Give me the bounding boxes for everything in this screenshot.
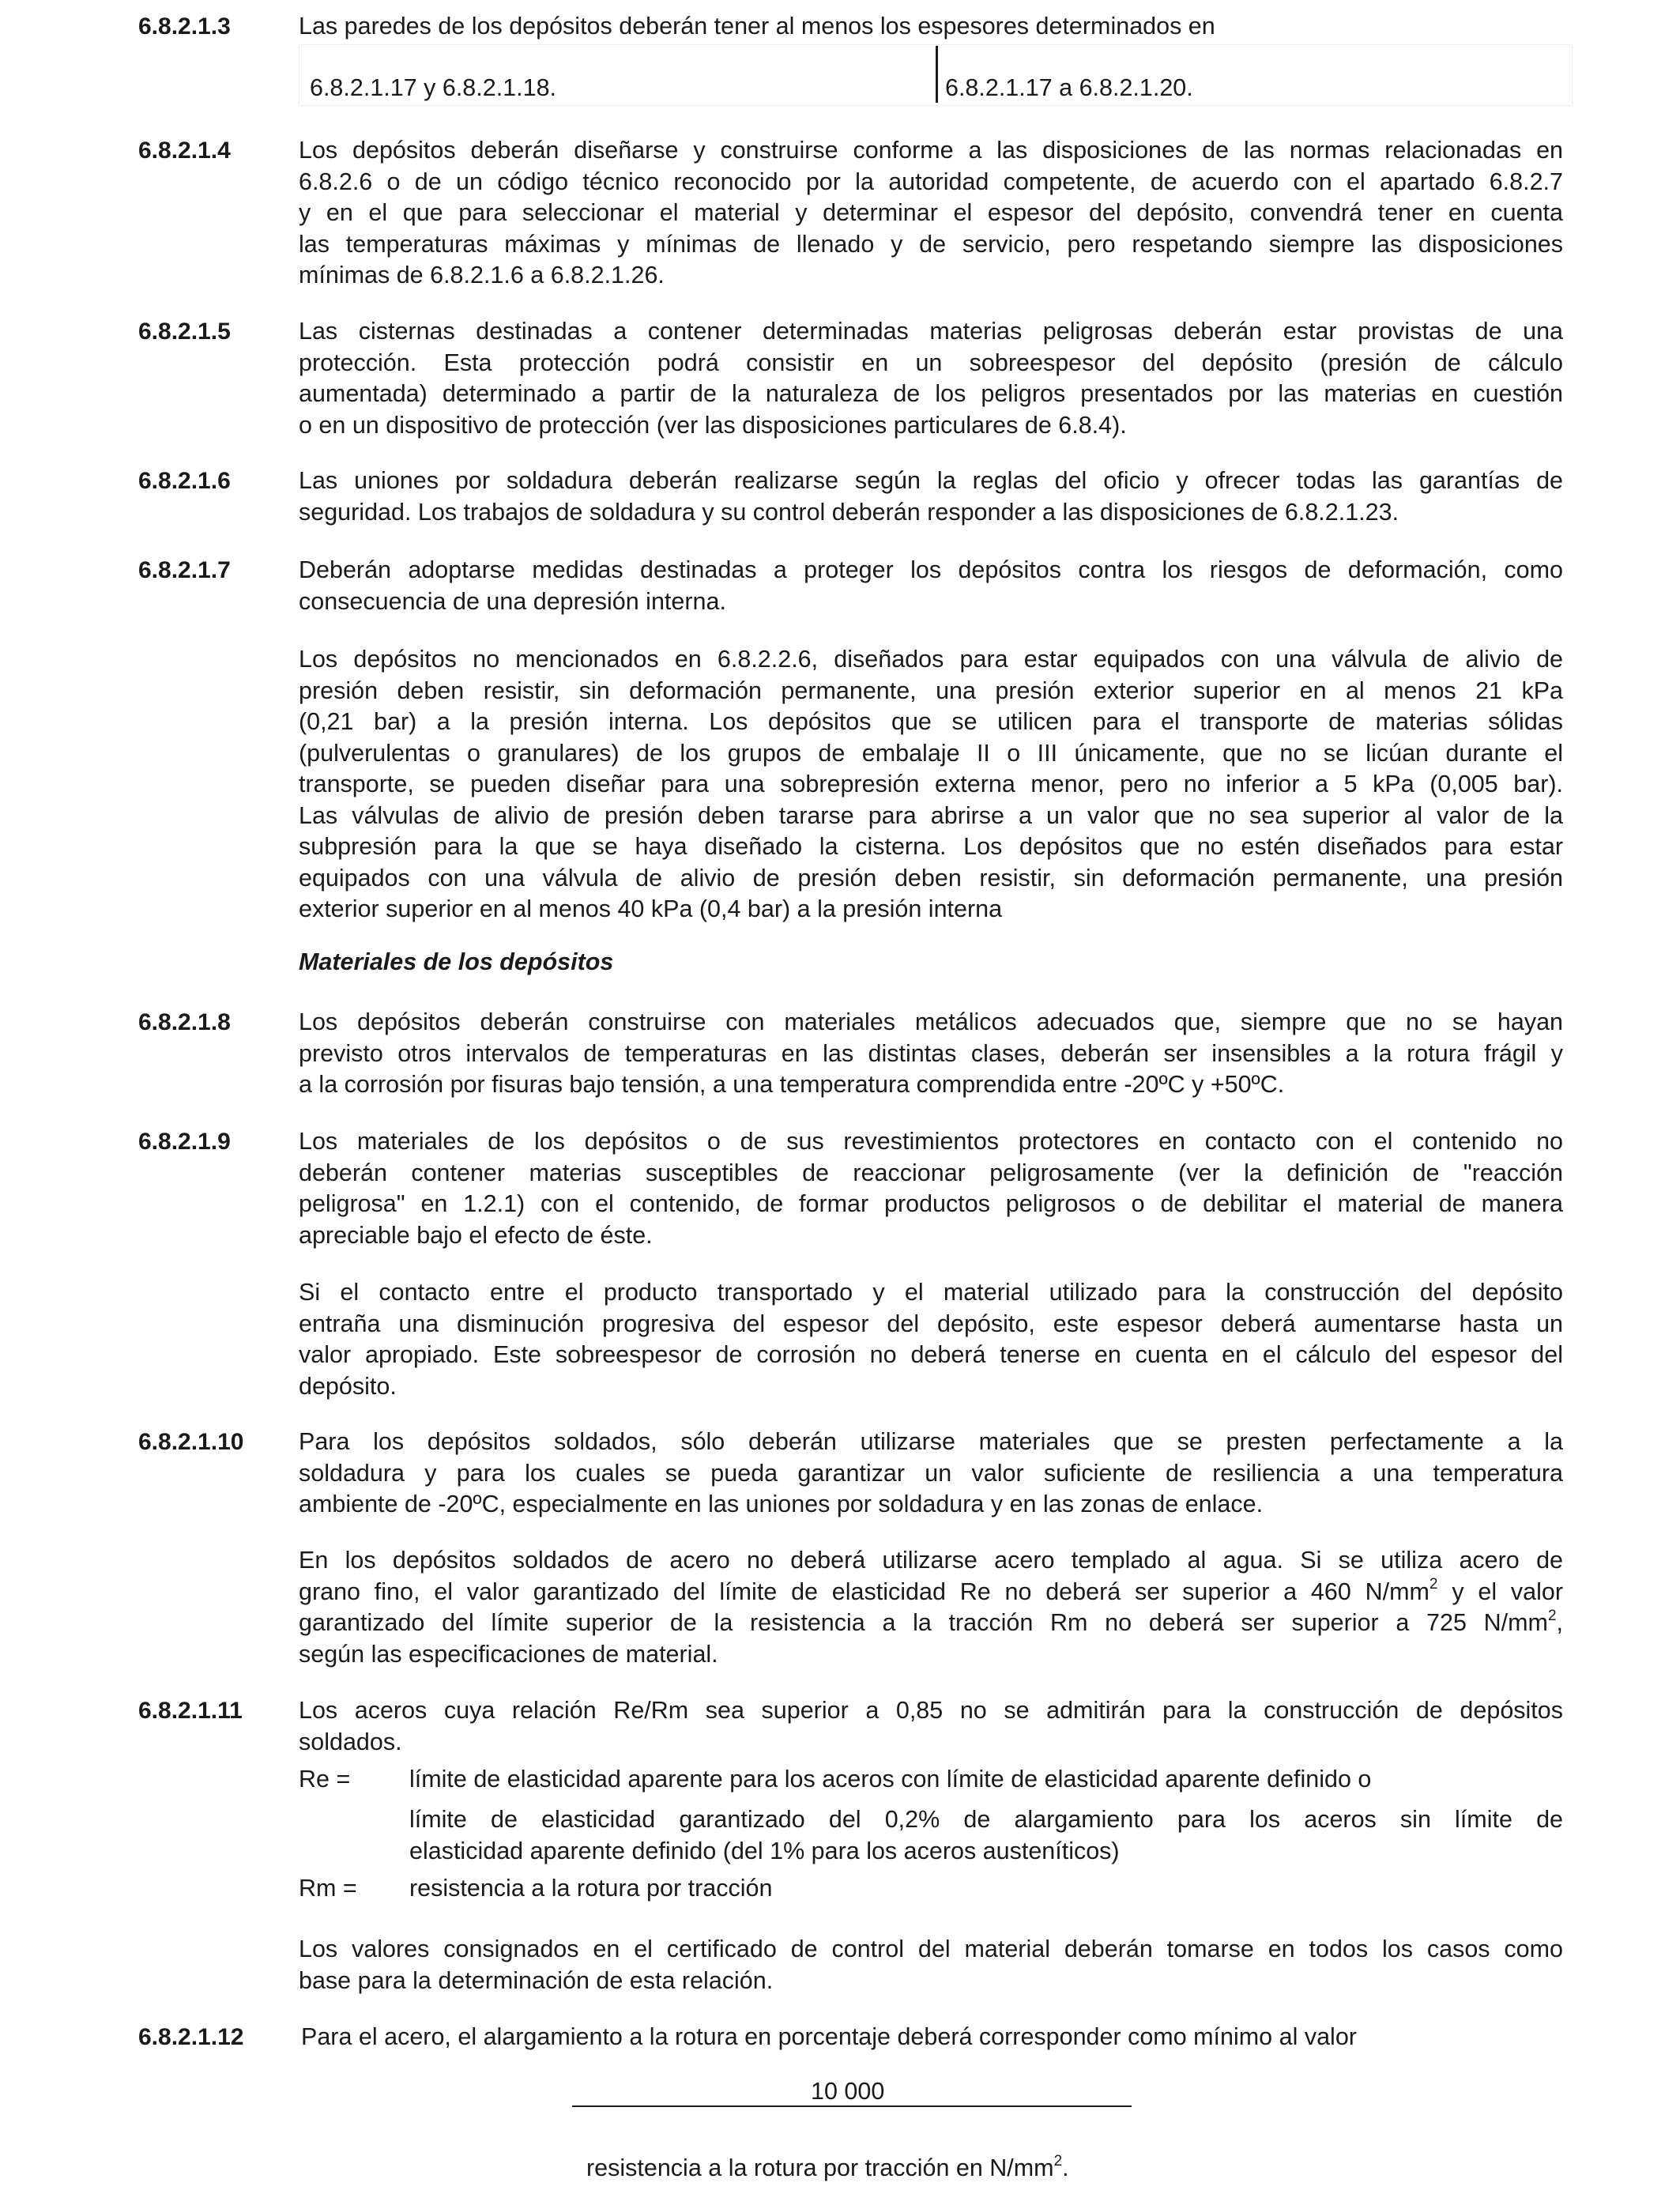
- text-line: 6.8.2.6 o de un código técnico reconocido por la autoridad competente, de acuerdo con el apartado 6.8.2.7: [299, 168, 1563, 195]
- table-column-divider: [936, 46, 938, 103]
- text-fragment: .: [1062, 2154, 1069, 2181]
- text-line: ambiente de -20ºC, especialmente en las uniones por soldadura y en las zonas de enlace.: [299, 1491, 1264, 1517]
- text-fragment: garantizado del límite superior de la resistencia a la tracción Rm no deberá ser superior a 725 N/mm: [299, 1609, 1548, 1636]
- fraction-numerator: 10 000: [811, 2078, 885, 2105]
- section-number: 6.8.2.1.10: [138, 1429, 244, 1455]
- table-cell-right: 6.8.2.1.17 a 6.8.2.1.20.: [945, 74, 1193, 101]
- section-text: [299, 316, 1563, 441]
- superscript: 2: [1429, 1576, 1438, 1593]
- text-line: Los depósitos no mencionados en 6.8.2.2.6, diseñados para estar equipados con una válvula de alivio de: [299, 646, 1563, 673]
- text-fragment: ,: [1556, 1609, 1563, 1636]
- definition-text: [409, 1804, 1563, 1867]
- section-text: Para el acero, el alargamiento a la rotura en porcentaje deberá corresponder como mínimo al valor: [301, 2023, 1357, 2050]
- text-line: Las uniones por soldadura deberán realizarse según la reglas del oficio y ofrecer todas las garantías de: [299, 467, 1563, 494]
- section-text: [299, 1007, 1563, 1101]
- text-line: Los valores consignados en el certificado de control del material deberán tomarse en todos los casos como: [299, 1936, 1563, 1962]
- text-line: o en un dispositivo de protección (ver las disposiciones particulares de 6.8.4).: [299, 411, 1127, 439]
- definition-label: Rm =: [299, 1875, 357, 1902]
- text-line: depósito.: [299, 1372, 397, 1400]
- text-line: (pulverulentas o granulares) de los grupos de embalaje II o III únicamente, que no se licúan durante el: [299, 739, 1563, 767]
- text-line: Los aceros cuya relación Re/Rm sea superior a 0,85 no se admitirán para la construcción de depósitos: [299, 1697, 1563, 1724]
- text-line: peligrosa" en 1.2.1) con el contenido, de formar productos peligrosos o de debilitar el material de manera: [299, 1190, 1563, 1217]
- text-line: equipados con una válvula de alivio de presión deben resistir, sin deformación permanente, una presión: [299, 864, 1563, 892]
- text-line: mínimas de 6.8.2.1.6 a 6.8.2.1.26.: [299, 262, 665, 288]
- text-line: y en el que para seleccionar el material y determinar el espesor del depósito, convendrá tener en cuenta: [299, 199, 1563, 226]
- section-number: 6.8.2.1.6: [138, 468, 231, 494]
- section-paragraph: [299, 1545, 1563, 1670]
- section-number: 6.8.2.1.8: [138, 1009, 231, 1035]
- text-line: base para la determinación de esta relación.: [299, 1966, 774, 1994]
- text-line: aumentada) determinado a partir de la naturaleza de los peligros presentados por las materias en cuestión: [299, 380, 1563, 407]
- text-line: previsto otros intervalos de temperaturas en las distintas clases, deberán ser insensibles a la rotura frágil y: [299, 1039, 1563, 1067]
- subheading: Materiales de los depósitos: [299, 948, 614, 975]
- text-line: valor apropiado. Este sobreespesor de corrosión no deberá tenerse en cuenta en el cálculo del espesor del: [299, 1341, 1563, 1368]
- section-text: [299, 466, 1563, 528]
- definition-text: resistencia a la rotura por tracción: [409, 1875, 773, 1902]
- superscript: 2: [1053, 2152, 1063, 2169]
- text-line: apreciable bajo el efecto de éste.: [299, 1221, 653, 1249]
- section-text: Las paredes de los depósitos deberán tener al menos los espesores determinados en: [299, 13, 1215, 40]
- section-number: 6.8.2.1.3: [138, 13, 231, 40]
- definition-label: Re =: [299, 1766, 351, 1793]
- text-line: [299, 1577, 1563, 1608]
- section-number: 6.8.2.1.9: [138, 1129, 231, 1155]
- fraction-bar: [572, 2105, 1132, 2107]
- text-line: límite de elasticidad garantizado del 0,2% de alargamiento para los aceros sin límite de: [409, 1806, 1563, 1833]
- section-text: [299, 1126, 1563, 1251]
- section-paragraph: [299, 1934, 1563, 1996]
- text-line: según las especificaciones de material.: [299, 1640, 718, 1668]
- section-text: [299, 135, 1563, 292]
- text-line: seguridad. Los trabajos de soldadura y su control deberán responder a las disposiciones de 6.8.2.1.23.: [299, 498, 1399, 526]
- text-line: entraña una disminución progresiva del espesor del depósito, este espesor deberá aumentarse hasta un: [299, 1310, 1563, 1337]
- text-fragment: resistencia a la rotura por tracción en N/mm: [586, 2154, 1054, 2181]
- section-text: [299, 1427, 1563, 1521]
- text-line: Deberán adoptarse medidas destinadas a proteger los depósitos contra los riesgos de deformación, como: [299, 556, 1563, 583]
- text-line: elasticidad aparente definido (del 1% para los aceros austeníticos): [409, 1837, 1120, 1864]
- text-fragment: grano fino, el valor garantizado del límite de elasticidad Re no deberá ser superior a 460 N/mm: [299, 1578, 1430, 1605]
- section-number: 6.8.2.1.5: [138, 319, 231, 345]
- section-number: 6.8.2.1.12: [138, 2024, 244, 2050]
- text-line: soldados.: [299, 1728, 402, 1755]
- text-line: deberán contener materias susceptibles de reaccionar peligrosamente (ver la definición de "reacción: [299, 1159, 1563, 1186]
- text-line: Si el contacto entre el producto transportado y el material utilizado para la construcción del depósito: [299, 1279, 1563, 1306]
- text-line: Los depósitos deberán diseñarse y construirse conforme a las disposiciones de las normas relacionadas en: [299, 137, 1563, 164]
- text-line: presión deben resistir, sin deformación permanente, una presión exterior superior en al menos 21 kPa: [299, 677, 1563, 704]
- text-line: [299, 1608, 1563, 1639]
- text-line: Las cisternas destinadas a contener determinadas materias peligrosas deberán estar provistas de una: [299, 318, 1563, 345]
- text-line: Las válvulas de alivio de presión deben tararse para abrirse a un valor que no sea superior al valor de la: [299, 801, 1563, 829]
- section-number: 6.8.2.1.4: [138, 138, 231, 164]
- text-line: exterior superior en al menos 40 kPa (0,4 bar) a la presión interna: [299, 895, 1003, 922]
- section-text: [299, 1695, 1563, 1758]
- text-line: Los depósitos deberán construirse con materiales metálicos adecuados que, siempre que no se hayan: [299, 1008, 1563, 1035]
- text-line: subpresión para la que se haya diseñado la cisterna. Los depósitos que no estén diseñados para estar: [299, 833, 1563, 860]
- section-number: 6.8.2.1.11: [138, 1698, 243, 1724]
- text-line: Para los depósitos soldados, sólo deberán utilizarse materiales que se presten perfectamente a la: [299, 1428, 1563, 1455]
- definition-text: límite de elasticidad aparente para los aceros con límite de elasticidad aparente definido o: [409, 1766, 1372, 1793]
- text-line: a la corrosión por fisuras bajo tensión, a una temperatura comprendida entre -20ºC y +50ºC.: [299, 1071, 1285, 1098]
- text-line: las temperaturas máximas y mínimas de llenado y de servicio, pero respetando siempre las disposiciones: [299, 230, 1563, 258]
- section-number: 6.8.2.1.7: [138, 557, 231, 583]
- text-line: Los materiales de los depósitos o de sus revestimientos protectores en contacto con el contenido no: [299, 1128, 1563, 1155]
- section-paragraph: [299, 644, 1563, 925]
- text-line: En los depósitos soldados de acero no deberá utilizarse acero templado al agua. Si se utiliza acero de: [299, 1547, 1563, 1574]
- text-line: transporte, se pueden diseñar para una sobrepresión externa menor, pero no inferior a 5 kPa (0,005 bar).: [299, 771, 1563, 797]
- section-paragraph: [299, 1277, 1563, 1402]
- superscript: 2: [1547, 1607, 1557, 1624]
- table-cell-left: 6.8.2.1.17 y 6.8.2.1.18.: [310, 74, 557, 101]
- text-line: consecuencia de una depresión interna.: [299, 587, 726, 615]
- fraction-denominator: [586, 2153, 1069, 2185]
- text-line: (0,21 bar) a la presión interna. Los depósitos que se utilicen para el transporte de materias sólidas: [299, 708, 1563, 735]
- text-line: protección. Esta protección podrá consistir en un sobreespesor del depósito (presión de cálculo: [299, 349, 1563, 376]
- text-fragment: y el valor: [1452, 1578, 1564, 1605]
- text-line: soldadura y para los cuales se pueda garantizar un valor suficiente de resiliencia a una temperatura: [299, 1459, 1563, 1487]
- section-text: [299, 555, 1563, 617]
